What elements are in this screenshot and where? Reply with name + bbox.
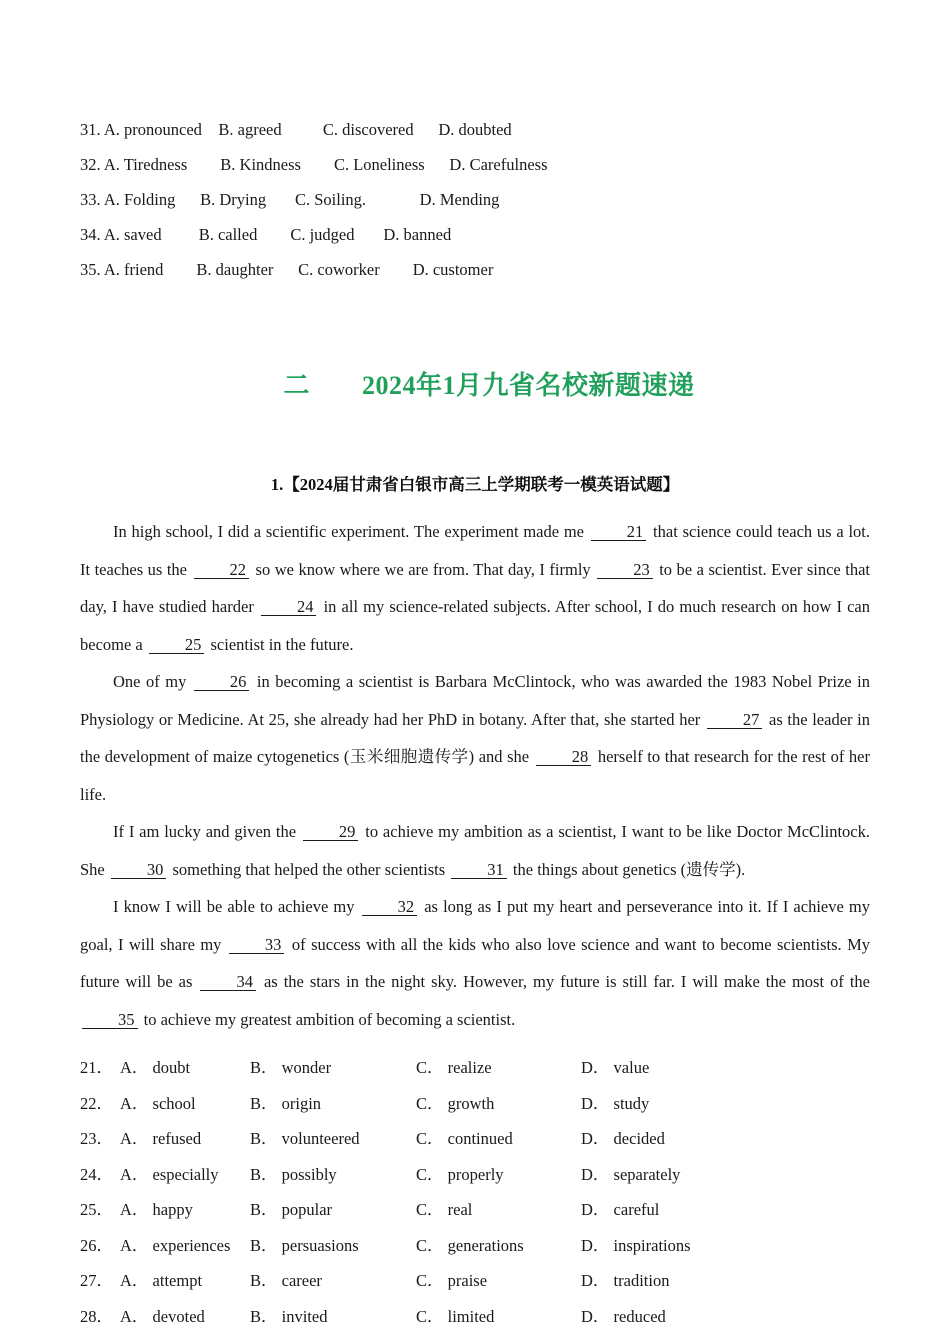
option-grid [80,1054,870,1338]
option-letter: C． [416,1200,444,1219]
option-row [80,1090,870,1126]
option-choice[interactable] [581,1303,741,1327]
option-text: doubt [152,1058,191,1077]
cloze-blank-29[interactable]: 29 [303,823,359,841]
option-row [80,1196,870,1232]
option-text: reduced [613,1306,666,1326]
option-text: value [613,1058,650,1077]
option-row-number: 27． [80,1271,113,1290]
option-text: devoted [152,1306,205,1326]
option-letter: D． [581,1271,610,1290]
option-letter: A． [120,1164,149,1184]
option-letter: A． [120,1200,149,1219]
option-letter: C． [416,1271,444,1290]
option-choice[interactable] [250,1232,416,1256]
option-choice[interactable] [250,1267,416,1291]
option-text: experiences [152,1235,231,1255]
option-choice[interactable] [250,1161,416,1185]
option-letter: D． [581,1093,610,1113]
option-row [80,1054,870,1090]
option-letter: A． [120,1235,149,1255]
section-heading [80,329,870,443]
option-letter: B． [250,1093,278,1113]
option-letter: A． [120,1306,149,1326]
option-letter: C． [416,1058,444,1077]
option-line: 32. A. Tiredness B. Kindness C. Loneliness D. Carefulness [80,155,548,174]
option-text: school [152,1093,196,1113]
option-choice[interactable] [120,1161,250,1185]
option-row-number: 24． [80,1164,113,1184]
option-choice[interactable] [120,1090,250,1114]
option-letter: C． [416,1235,444,1255]
option-choice[interactable] [416,1232,581,1256]
option-choice[interactable] [120,1125,250,1149]
option-text: popular [281,1200,333,1219]
option-line: 35. A. friend B. daughter C. coworker D. customer [80,260,494,279]
option-choice[interactable] [416,1090,581,1114]
option-choice[interactable] [581,1054,741,1078]
cloze-blank-35[interactable]: 35 [82,1011,138,1029]
cloze-blank-33[interactable]: 33 [229,936,285,954]
top-options-list [80,0,870,287]
option-letter: D． [581,1058,610,1077]
option-choice[interactable] [250,1125,416,1149]
option-text: careful [613,1200,660,1219]
option-text: properly [447,1164,504,1184]
cloze-blank-25[interactable]: 25 [149,636,205,654]
option-text: possibly [281,1164,337,1184]
cloze-blank-26[interactable]: 26 [194,673,250,691]
cloze-blank-30[interactable]: 30 [111,861,167,879]
option-letter: D． [581,1235,610,1255]
option-letter: D． [581,1129,610,1148]
option-choice[interactable] [581,1196,741,1220]
option-choice[interactable] [581,1161,741,1185]
option-choice[interactable] [120,1054,250,1078]
option-text: generations [447,1235,524,1255]
option-choice[interactable] [416,1125,581,1149]
option-letter: B． [250,1235,278,1255]
option-text: invited [281,1306,328,1326]
exam-source-title: 1.【2024届甘肃省白银市高三上学期联考一模英语试题】 [270,475,680,494]
option-choice[interactable] [120,1303,250,1327]
option-text: wonder [281,1058,332,1077]
option-text: praise [447,1271,488,1290]
option-letter: C． [416,1306,444,1326]
option-choice[interactable] [250,1090,416,1114]
option-line: 34. A. saved B. called C. judged D. banned [80,225,452,244]
option-text: growth [447,1093,495,1113]
option-choice[interactable] [416,1303,581,1327]
option-text: attempt [152,1271,203,1290]
option-row-number: 22． [80,1093,113,1113]
option-letter: A． [120,1093,149,1113]
option-choice[interactable] [416,1161,581,1185]
passage-paragraph: One of my 26 in becoming a scientist is Barbara McClintock, who was awarded the 1983 Nobel Prize in Physiology or Medicine. At 25, she already had her PhD in botany. After that, she started her 27 as the leader in the development of maize cytogenetics (玉米细胞遗传学) and she 28 herself to that research for the rest of her life. [80,672,870,804]
passage-paragraph: I know I will be able to achieve my 32 as long as I put my heart and perseverance into it. If I achieve my goal, I will share my 33 of success with all the kids who also love science and want to become scientists. My future will be as 34 as the stars in the night sky. However, my future is still far. I will make the most of the 35 to achieve my greatest ambition of becoming a scientist. [80,897,871,1029]
option-letter: B． [250,1164,278,1184]
option-row-number: 23． [80,1129,113,1148]
option-text: limited [447,1306,495,1326]
option-letter: B． [250,1058,278,1077]
option-row [80,1267,870,1303]
option-text: career [281,1271,322,1290]
option-row-number: 26． [80,1235,113,1255]
cloze-blank-24[interactable]: 24 [261,598,317,616]
option-letter: D． [581,1306,610,1326]
option-text: real [447,1200,473,1219]
option-letter: B． [250,1306,278,1326]
option-text: origin [281,1093,322,1113]
option-choice[interactable] [120,1267,250,1291]
option-text: realize [447,1058,492,1077]
option-choice[interactable] [416,1196,581,1220]
option-text: study [613,1093,650,1113]
option-text: tradition [613,1271,670,1290]
option-line: 31. A. pronounced B. agreed C. discovered D. doubted [80,120,512,139]
option-choice[interactable] [416,1054,581,1078]
option-letter: A． [120,1058,149,1077]
option-text: separately [613,1164,681,1184]
cloze-blank-27[interactable]: 27 [707,711,763,729]
option-line: 33. A. Folding B. Drying C. Soiling. D. Mending [80,190,500,209]
option-text: continued [447,1129,513,1148]
option-text: persuasions [281,1235,359,1255]
option-letter: C． [416,1129,444,1148]
option-letter: C． [416,1093,444,1113]
option-choice[interactable] [250,1196,416,1220]
cloze-blank-34[interactable]: 34 [200,973,256,991]
option-choice[interactable] [581,1267,741,1291]
cloze-passage [80,513,870,1038]
option-choice[interactable] [416,1267,581,1291]
option-text: happy [152,1200,193,1219]
option-choice[interactable] [250,1303,416,1327]
section-number: 二 [283,371,310,400]
option-letter: A． [120,1271,149,1290]
option-choice[interactable] [581,1232,741,1256]
option-letter: B． [250,1200,278,1219]
option-letter: A． [120,1129,149,1148]
option-letter: B． [250,1129,278,1148]
option-text: inspirations [613,1235,691,1255]
passage-paragraph: If I am lucky and given the 29 to achieve my ambition as a scientist, I want to be like Doctor McClintock. She 30 something that helped the other scientists 31 the things about genetics (遗传学). [80,822,870,879]
option-text: especially [152,1164,219,1184]
option-row [80,1161,870,1197]
option-row [80,1232,870,1268]
cloze-blank-28[interactable]: 28 [536,748,592,766]
option-text: refused [152,1129,202,1148]
option-choice[interactable] [120,1196,250,1220]
cloze-blank-23[interactable]: 23 [597,561,653,579]
option-choice[interactable] [581,1125,741,1149]
option-letter: C． [416,1164,444,1184]
option-row-number: 28． [80,1306,113,1326]
option-text: volunteered [281,1129,360,1148]
option-row [80,1125,870,1161]
option-row-number: 25． [80,1200,113,1219]
option-letter: B． [250,1271,278,1290]
section-title: 2024年1月九省名校新题速递 [362,371,695,400]
option-letter: D． [581,1164,610,1184]
cloze-blank-22[interactable]: 22 [194,561,250,579]
cloze-blank-31[interactable]: 31 [451,861,507,879]
option-letter: D． [581,1200,610,1219]
option-row [80,1303,870,1339]
option-row-number: 21． [80,1058,113,1077]
option-choice[interactable] [120,1232,250,1256]
option-text: decided [613,1129,665,1148]
option-choice[interactable] [581,1090,741,1114]
cloze-blank-21[interactable]: 21 [591,523,647,541]
passage-paragraph: In high school, I did a scientific experiment. The experiment made me 21 that science could teach us a lot. It teaches us the 22 so we know where we are from. That day, I firmly 23 to be a scientist. Ever since that day, I have studied harder 24 in all my science-related subjects. After school, I do much research on how I can become a 25 scientist in the future. [80,522,871,654]
option-choice[interactable] [250,1054,416,1078]
cloze-blank-32[interactable]: 32 [362,898,418,916]
